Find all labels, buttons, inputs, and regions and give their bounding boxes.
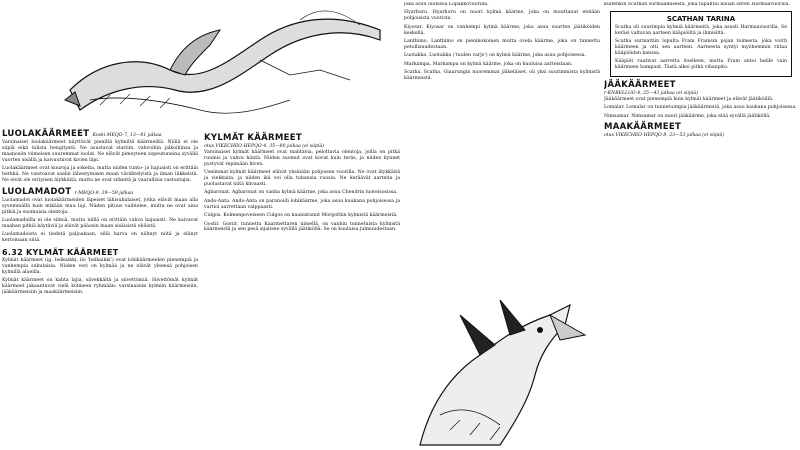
dragon-illustration xyxy=(60,0,390,128)
box-title: SCATHAN TARINA xyxy=(666,14,736,23)
paragraph: Luolamadoista ei tiedetä paljoakaan, sillä harva on nähnyt niitä ja elänyt kertomaan siitä. xyxy=(2,232,198,244)
heading-subtitle: otus VIKECHEO-HEPQO-8, 23—53 jalkaa (ei siipiä) xyxy=(604,133,724,139)
paragraph: Hyarhuru. Hyarhuru on nuori kylmä käärme, joka on muuttanut etelään pohjoisista vuorista. xyxy=(404,10,600,22)
paragraph: Lanthimo. Lanthimo on pienikokoinen mutta ovela käärme, joka on tunnettu petollisuudestaan. xyxy=(404,39,600,50)
paragraph: Jääkäärmeet ovat pienempiä kuin kylmät käärmeet ja elävät jäätiköillä. xyxy=(604,96,774,102)
paragraph: Luotakka. Luotakka ('tuulen varjo') on kylmä käärme, joka asuu pohjoisessa. xyxy=(404,53,587,59)
paragraph: Markampa. Markampa on kylmä käärme, joka on kuuluisa aarteistaan. xyxy=(404,61,573,67)
column-4 xyxy=(604,2,798,139)
paragraph: Useimmat kylmät käärmeet elävät yksinään pohjoisen vuorilla. Ne ovat älykkäitä ja viekkaita, ja niiden ikä voi olla tuhansia vuosia. Ne keräävät aarteita ja puolustavat niitä kiivaasti. xyxy=(204,170,400,188)
heading-subtitle: r-KNRELLGO-4, 25—43 jalkaa (ei siipiä) xyxy=(604,90,698,96)
paragraph: Varsinaiset kylmät käärmeet ovat mahtavia, pelottavia olentoja, joilla on pitkä ruumis ja vahva häntä. Niiden suomut ovat kovat kuin teräs, ja niiden kynnet pystyvät repimään kiven. xyxy=(204,150,400,167)
paragraph: joka asuu luolassa Lopakkovuorilla. xyxy=(404,2,489,7)
column-3 xyxy=(404,2,600,294)
paragraph: Culgos. Kolmenpoveiseen Culgos on kaunistunut Morgothin kylmistä käärmeistä. xyxy=(204,213,398,219)
paragraph: Kylmät käärmeet (ig. helkaikki, ilo 'helkaikki') ovat lohikäärmeiden pienempiä ja vanhempia sukulaisia. Niiden veri on kylmää ja ne elävät yleensä pohjoisen kylmillä alueilla. xyxy=(2,258,198,275)
paragraph: Scatha oli suurimpia kylmiä käärmeitä, joka asusti Harmaavuorilla. Se keräsi valtavan aarteen kääpiöiltä ja ihmisiltä. xyxy=(615,24,787,36)
paragraph: Luolamadoilla ei ole silmiä, mutta niillä on erittäin vahva hajuaisti. Ne kaivavat maahan pitkiä käytäviä ja elävät pääosin maan sisäisistä eliöistä. xyxy=(2,218,198,229)
paragraph: Scatha. Scatha, Glaurungin nuoremmat jälkeläiset, oli yksi suurimmista kylmistä käärmeistä. xyxy=(404,70,600,82)
paragraph: kuitenkin Scathan surmaamisesta, joka tapahtui kauan sitten Harmaavuorilla. xyxy=(604,2,790,7)
heading-maakaarmeet: MAAKÄÄRMEET xyxy=(604,122,682,133)
heading-kylmat-kaarmeet: KYLMÄT KÄÄRMEET xyxy=(204,133,302,143)
heading-jaakaarmeet: JÄÄKÄÄRMEET xyxy=(604,79,676,90)
paragraph: Kylmät käärmeet on kahta lajia, siivekkäitä ja siivettömiä. Siivettömät kylmät käärmeet jakaantuvat vielä kolmeen ryhmään: varsinaisiin kylmiin käärmeisiin, jääkäärmeisiin ja maakäärmeisiin. xyxy=(2,278,198,296)
heading-subtitle: otus VIKECHEO-HEPQO-4, 35—80 jalkaa (ei siipiä) xyxy=(204,144,324,149)
heading-luolamadot: LUOLAMADOT r-MEQO-9, 39—59 jalkaa xyxy=(2,186,134,197)
heading-luolakaarmeet: LUOLAKÄÄRMEET Koski-MEQO-7, 13—81 jalkaa xyxy=(2,129,162,139)
heading-kylmat-kaarmeet-section: 6.32 KYLMÄT KÄÄRMEET xyxy=(2,248,119,258)
paragraph: Gostir. Gostir, tunnettu Kaarmettaren nimellä, on vanhin tunnetuista kylmistä käärmeistä ja sen pesä sijaitsee syvällä jäätiköllä. Se on kuuluisa julmuudestaan. xyxy=(204,221,400,233)
column-2 xyxy=(204,130,400,236)
paragraph: Luolakäärmeet ovat kuuroja ja sokeita, mutta niiden tunto- ja hajuaisti on erittäin herkkä. Ne vaistoavat saalin lähestymisen maan värähtelyistä ja ilman liikkeistä. Ne eivät ole erityisen älykkäitä, mutta ne ovat sitkeitä ja vaarallisia vastustajia. xyxy=(2,166,198,183)
paragraph: Nimsamar. Nimsamar on nuori jääkäärme, joka elää syvällä jäätiköllä. xyxy=(604,113,771,119)
paragraph: Agbaronat. Agbaronat on vanha kylmä käärme, joka asuu Chendrin luoteisosissa. xyxy=(204,190,398,196)
paragraph: Scatha surmattiin lopulta Fram Framsin pojan toimesta, joka voitti käärmeen ja otti sen aarteen. Aarteesta syntyi myöhemmin riitaa kääpiöiden kanssa. xyxy=(615,39,787,57)
paragraph: Luolamadot ovat luolakäärmeiden läpeiset lähisukulaiset, jotka elävät maan alla syvemmällä kuin mikään muu laji. Niiden pituus vaihtelee, mutta ne ovat aina pitkiä ja suomuisia olentoja. xyxy=(2,197,198,215)
dragon-head-illustration xyxy=(400,295,600,450)
paragraph: Varsinaiset luolakäärmeet näyttävät pieniltä kylmiltä käärmeiltä. Niillä ei ole siipiä eikä tulista hengitystä. Ne asustavat stattiin, vahvoihin jalkoihinsa ja maanosiin viimeisen suuremmat luolat. Ne elävät pimeyteen sopeutuneina syvällä vuorten sisällä ja kaivautuvat kivien läpi. xyxy=(2,140,198,163)
paragraph: Kiyosar. Kiyosar on vanhempi kylmä käärme, joka asuu suurten jäätiköiden keskellä. xyxy=(404,24,600,36)
scatha-story-box xyxy=(610,11,792,77)
column-1 xyxy=(2,126,198,299)
paragraph: Kääpiöt vaativat aarretta itselleen, mutta Fram antoi heille vain käärmeen hampaat. Tästä alkoi pitkä vihanpito. xyxy=(615,59,787,71)
paragraph: Lomalar. Lomalar on tunnetuimpia jääkäärmeitä, joka asuu kaukana pohjoisessa. xyxy=(604,105,797,111)
paragraph: Ando-Anta. Ando-Anta on paranoidi lohikäärme, joka asuu kaukana pohjoisessa ja vartioi aarrettaan valppaasti. xyxy=(204,198,400,210)
